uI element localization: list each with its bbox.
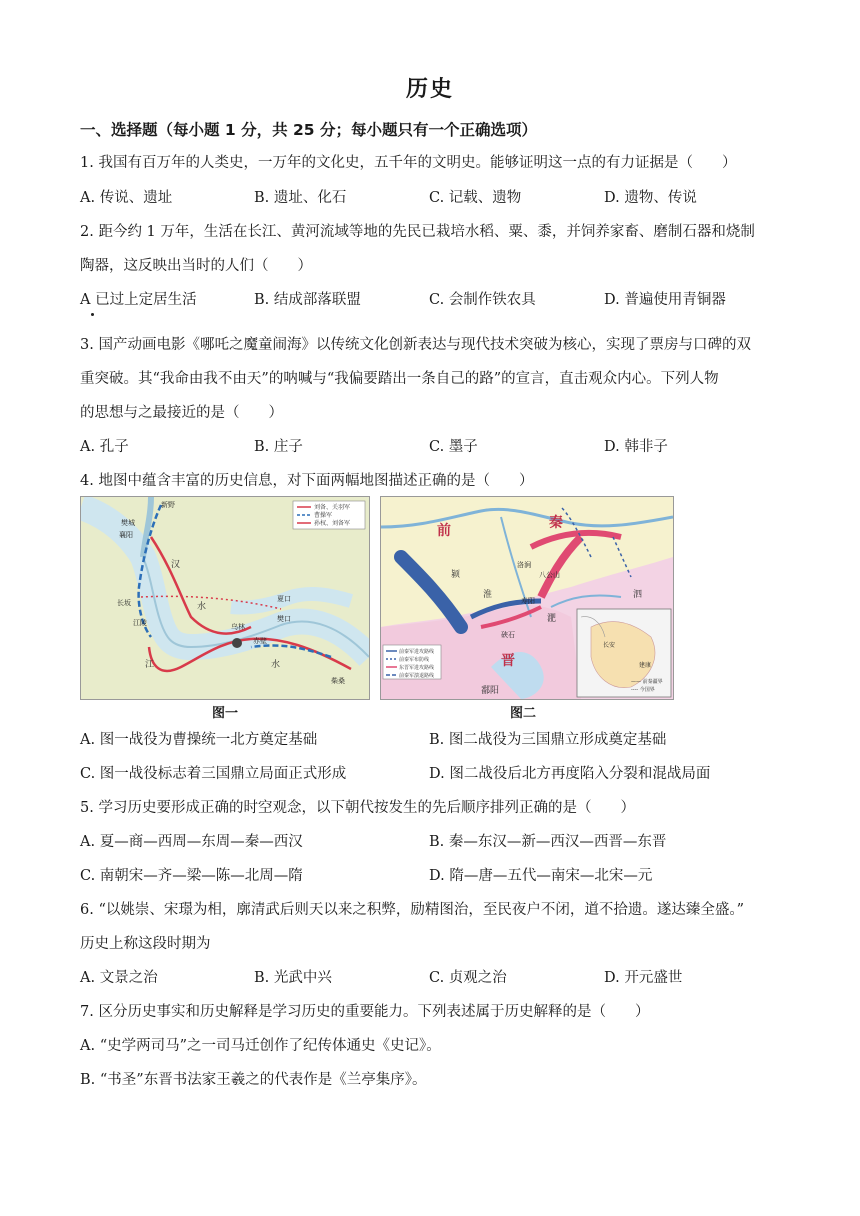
map-1-place-10: 柴桑 [331,677,345,685]
q6-option-a[interactable]: A. 文景之治 [80,970,158,986]
map-1-place-9: 乌林 [231,623,245,631]
map-1-place-11: 江 [145,660,155,670]
q6-option-b[interactable]: B. 光武中兴 [254,970,332,986]
question-6-stem-line1: 6. “以姚崇、宋璟为相，廓清武后则天以来之积弊，励精图治，至民夜户不闭，道不拾遗。遂达臻全盛。” [80,902,745,918]
q7-option-b[interactable]: B. “书圣”东晋书法家王羲之的代表作是《兰亭集序》。 [80,1072,427,1088]
map-2-place-0: 八公山 [539,571,560,579]
map-1-place-8: 赤壁 [253,637,267,645]
q6-option-c[interactable]: C. 贞观之治 [429,970,507,986]
q1-option-c[interactable]: C. 记载、遗物 [429,190,522,206]
q5-option-d[interactable]: D. 隋—唐—五代—南宋—北宋—元 [429,868,653,884]
q2-option-d[interactable]: D. 普遍使用青铜器 [604,292,726,308]
map-1-place-1: 樊城 [121,519,135,527]
map-2-place-8: 鄱阳 [481,686,500,696]
q1-option-a[interactable]: A. 传说、遗址 [80,190,173,206]
map-1-place-3: 汉 [171,560,181,570]
map-1-place-6: 夏口 [277,595,291,603]
q2-option-c[interactable]: C. 会制作铁农具 [429,292,536,308]
q5-option-b[interactable]: B. 秦—东汉—新—西汉—西晋—东晋 [429,834,667,850]
q1-option-d[interactable]: D. 遗物、传说 [604,190,697,206]
map-2-place-2: 洛涧 [517,561,531,569]
map-1-place-13: 水 [197,602,207,612]
map-1-legend-1: 曹操军 [314,512,333,519]
map-1-red-cliffs [80,496,370,700]
q5-option-c[interactable]: C. 南朝宋—齐—梁—陈—北周—隋 [80,868,303,884]
question-1-stem: 1. 我国有百万年的人类史，一万年的文化史，五千年的文明史。能够证明这一点的有力证据是（ ） [80,155,737,171]
map-2-legend-0: 前秦军进攻路线 [399,649,435,655]
map-1-place-5: 江陵 [133,619,147,627]
q6-option-d[interactable]: D. 开元盛世 [604,970,683,986]
q3-option-b[interactable]: B. 庄子 [254,439,303,455]
map-1-place-0: 新野 [161,501,175,509]
map-2-feishui [380,496,674,700]
map-2-region-3: 晋 [501,653,515,669]
q3-option-c[interactable]: C. 墨子 [429,439,478,455]
map-2-place-3: 淮 [483,590,493,600]
map-2-legend-1: 前秦军布防线 [399,657,430,663]
question-3-stem-line2: 重突破。其“我命由我不由天”的呐喊与“我偏要踏出一条自己的路”的宣言，直击观众内心。下列人物 [80,371,719,387]
q4-option-c[interactable]: C. 图一战役标志着三国鼎立局面正式形成 [80,766,347,782]
map-1-place-12: 水 [271,660,281,670]
question-5-stem: 5. 学习历史要形成正确的时空观念，以下朝代按发生的先后顺序排列正确的是（ ） [80,800,635,816]
map-2-inset-legend-1: ---- 今国界 [631,687,655,693]
map-1-place-7: 樊口 [277,615,291,623]
map-2-legend-2: 东晋军进攻路线 [399,665,435,671]
question-3-stem-line1: 3. 国产动画电影《哪吒之魔童闹海》以传统文化创新表达与现代技术突破为核心，实现了票房与口碑的双 [80,337,751,353]
q3-option-a[interactable]: A. 孔子 [80,439,129,455]
q4-option-d[interactable]: D. 图二战役后北方再度陷入分裂和混战局面 [429,766,711,782]
question-6-stem-line2: 历史上称这段时期为 [80,936,211,952]
battle-marker-icon [232,638,242,648]
map-2-legend-3: 前秦军溃退路线 [399,673,435,679]
map-2-region-1: 秦 [549,515,563,531]
map-1-place-2: 襄阳 [119,531,133,539]
map-2-inset-legend-0: —— 前秦疆界 [631,679,663,685]
q2-option-a[interactable]: A 已过上定居生活 [80,292,197,308]
map-1-legend-0: 刘备、关羽军 [314,504,351,511]
q4-option-b[interactable]: B. 图二战役为三国鼎立形成奠定基础 [429,732,667,748]
map-2-place-5: 颍 [451,570,461,580]
q1-option-b[interactable]: B. 遗址、化石 [254,190,347,206]
map-1-caption: 图一 [212,706,239,721]
q4-option-a[interactable]: A. 图一战役为曹操统一北方奠定基础 [80,732,318,748]
q5-option-a[interactable]: A. 夏—商—西周—东周—秦—西汉 [80,834,303,850]
map-2-region-0: 前 [437,523,451,539]
map-2-place-4: 淝 [547,614,557,624]
map-2-caption: 图二 [510,706,537,721]
map-1-legend-2: 孙权、刘备军 [314,520,351,527]
question-3-stem-line3: 的思想与之最接近的是（ ） [80,405,283,421]
map-2-place-10: 建康 [639,662,652,669]
page-title: 历史 [405,77,454,102]
q2-option-b[interactable]: B. 结成部落联盟 [254,292,361,308]
question-4-stem: 4. 地图中蕴含丰富的历史信息，对下面两幅地图描述正确的是（ ） [80,473,534,489]
question-2-stem-line2: 陶器，这反映出当时的人们（ ） [80,258,312,274]
map-2-place-9: 长安 [603,642,616,649]
q7-option-a[interactable]: A. “史学两司马”之一司马迁创作了纪传体通史《史记》。 [80,1038,441,1054]
map-2-place-6: 硖石 [501,631,515,639]
section-header: 一、选择题（每小题 1 分，共 25 分；每小题只有一个正确选项） [80,121,537,139]
ink-dot [91,313,94,316]
question-2-stem-line1: 2. 距今约 1 万年，生活在长江、黄河流域等地的先民已栽培水稻、粟、黍，并饲养家畜、磨制石器和烧制 [80,224,755,240]
map-2-place-1: 寿阳 [521,597,535,605]
q3-option-d[interactable]: D. 韩非子 [604,439,668,455]
question-7-stem: 7. 区分历史事实和历史解释是学习历史的重要能力。下列表述属于历史解释的是（ ） [80,1004,650,1020]
map-1-place-4: 长坂 [117,599,131,607]
map-2-place-7: 泗 [633,590,643,600]
